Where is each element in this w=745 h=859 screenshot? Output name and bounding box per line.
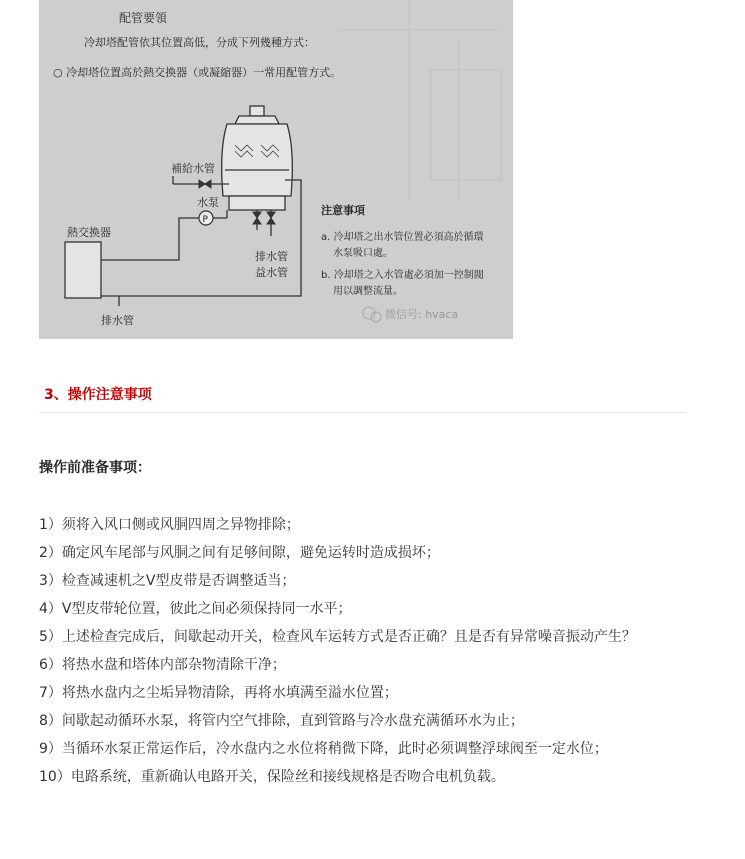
prep-heading: 操作前准备事项： — [39, 460, 151, 476]
figure-line1: 冷却塔配管依其位置高低，分成下列幾種方式： — [84, 36, 315, 49]
heat-exchanger-icon — [65, 242, 101, 298]
step-item: 5）上述检查完成后，间歇起动开关，检查风车运转方式是否正确？且是否有异常噪音振动产生？ — [39, 629, 636, 645]
steps-list — [39, 511, 689, 791]
note-b-line1: b. 冷却塔之入水管處必須加一控制閥 — [321, 270, 484, 281]
step-item: 2）确定风车尾部与风胴之间有足够间隙，避免运转时造成损坏； — [39, 545, 440, 561]
step-item: 7）将热水盘内之尘垢异物清除，再将水填满至溢水位置； — [39, 685, 398, 701]
label-overflow-pipe: 益水管 — [255, 266, 288, 279]
label-heat-exchanger: 熱交換器 — [67, 226, 111, 239]
figure-title: 配管要領 — [119, 11, 168, 25]
label-makeup-pipe: 補給水管 — [171, 162, 215, 175]
note-b-line2: 用以調整流量。 — [333, 286, 403, 297]
label-pump: 水泵 — [197, 196, 219, 209]
pump-symbol: P — [202, 215, 208, 225]
step-item: 1）须将入风口侧或风胴四周之异物排除； — [39, 517, 300, 533]
notes-title: 注意事項 — [321, 204, 365, 217]
watermark-text: 微信号: hvaca — [385, 308, 459, 321]
step-item: 4）V型皮带轮位置，彼此之间必须保持同一水平； — [39, 601, 352, 617]
label-drain-bottom: 排水管 — [101, 314, 134, 327]
piping-diagram-image — [39, 0, 513, 339]
figure-line2: ○ 冷却塔位置高於熱交換器（或凝縮器）一常用配管方式。 — [53, 66, 342, 79]
section-heading: 3、操作注意事项 — [44, 387, 152, 403]
step-item: 3）检查减速机之V型皮带是否调整适当； — [39, 573, 296, 589]
section-divider — [39, 412, 686, 413]
label-drain-pipe: 排水管 — [255, 250, 288, 263]
pump-icon — [199, 211, 213, 225]
step-item: 6）将热水盘和塔体内部杂物清除干净； — [39, 657, 286, 673]
step-item: 8）间歇起动循环水泵，将管内空气排除，直到管路与冷水盘充满循环水为止； — [39, 713, 524, 729]
note-a-line1: a. 冷却塔之出水管位置必須高於循環 — [321, 232, 484, 243]
note-a-line2: 水泵吸口處。 — [333, 248, 393, 259]
step-item: 10）电路系统，重新确认电路开关，保险丝和接线规格是否吻合电机负载。 — [39, 769, 505, 785]
step-item: 9）当循环水泵正常运作后，冷水盘内之水位将稍微下降，此时必须调整浮球阀至一定水位； — [39, 741, 608, 757]
